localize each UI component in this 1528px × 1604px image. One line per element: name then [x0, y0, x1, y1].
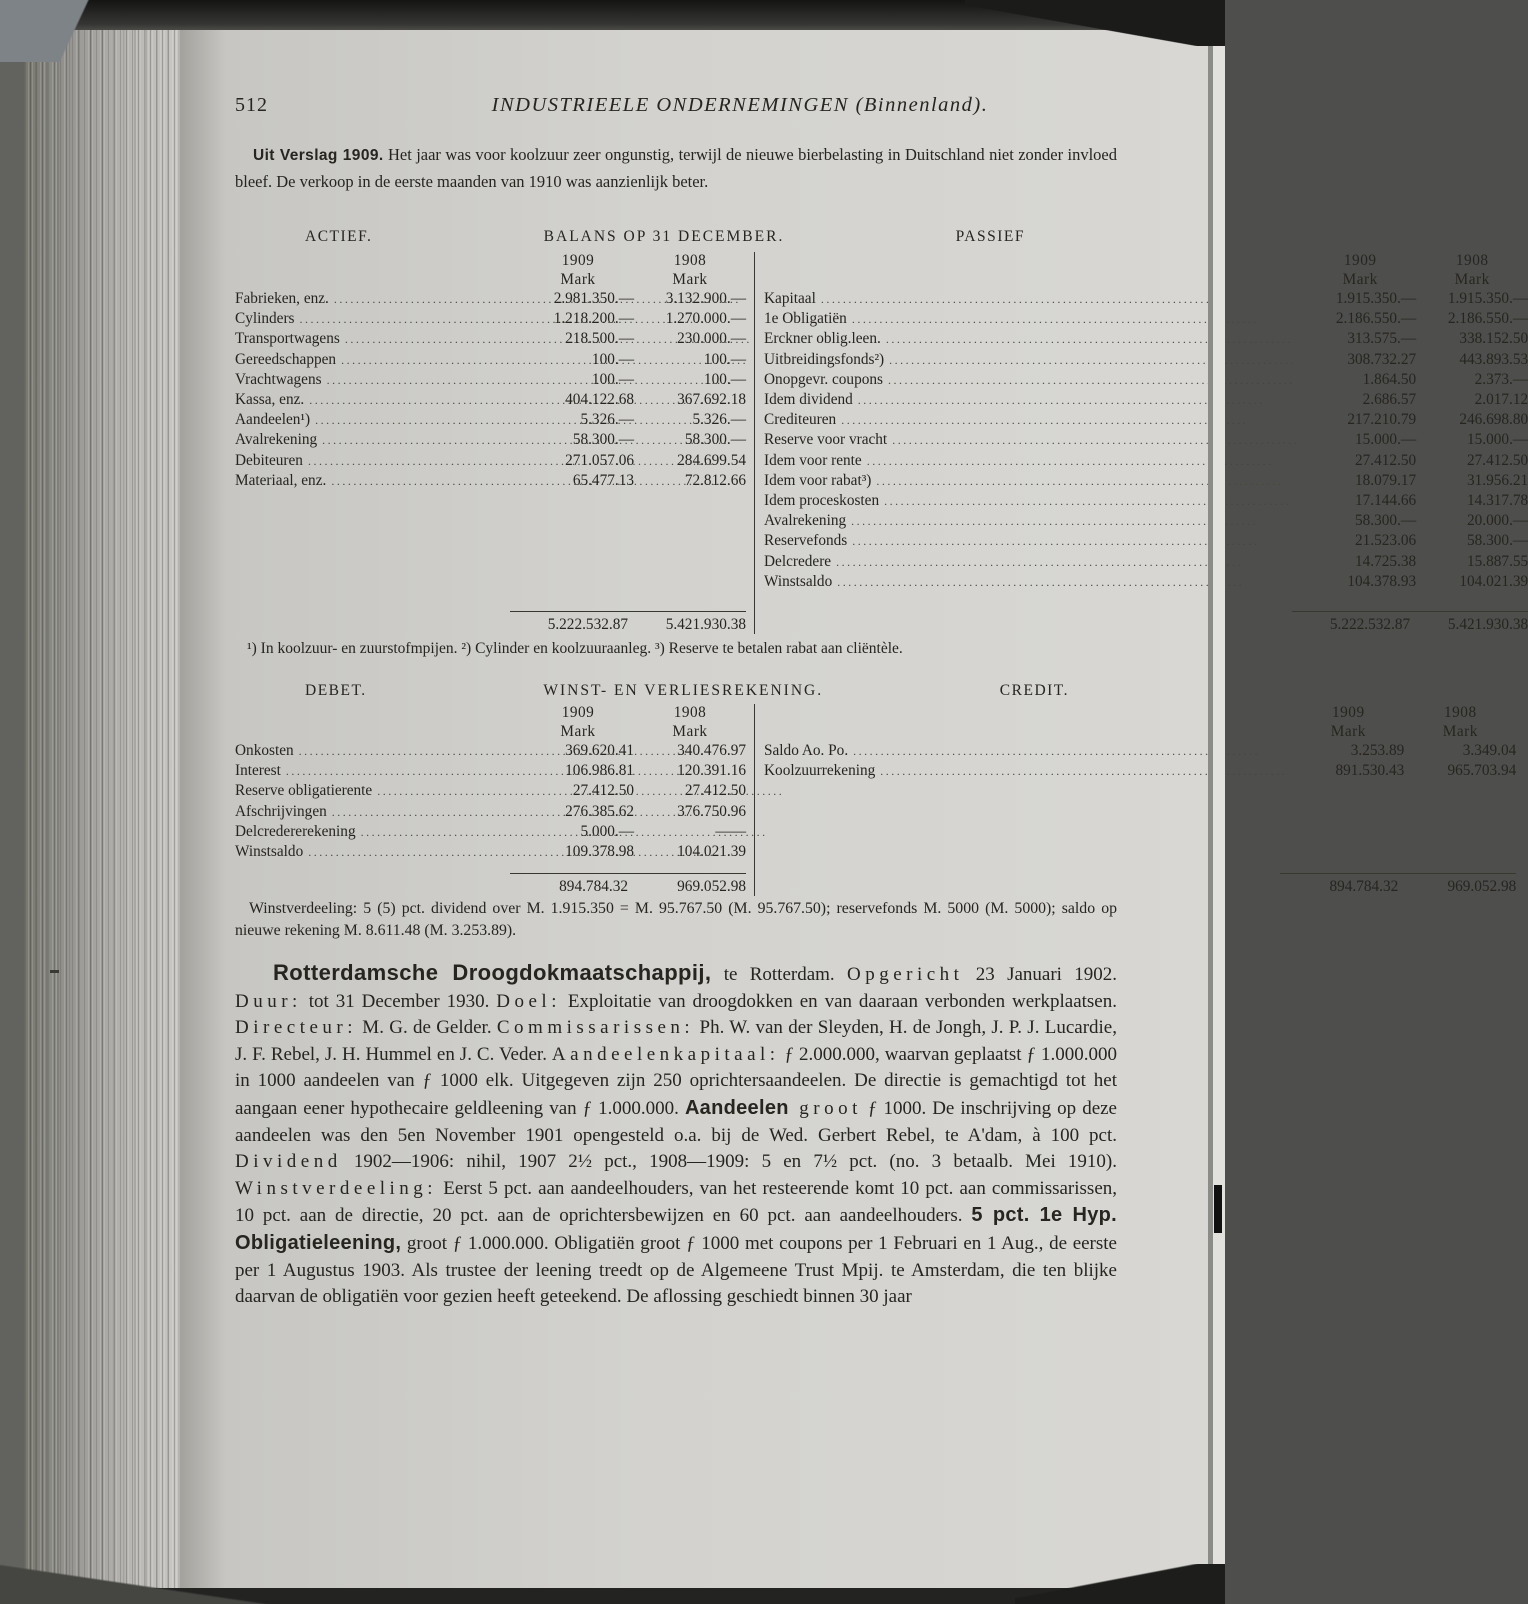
pl-debet-column [235, 704, 754, 896]
table-row: Idem voor rente ..... 27.412.50 27.412.50 [764, 451, 1528, 471]
amount-1909: 100.— [591, 370, 634, 388]
currency-header-row [764, 723, 1516, 742]
keyword-dividend: Dividend [235, 1151, 342, 1173]
amount-1909: 27.412.50 [572, 782, 634, 800]
amount-1909: 1.915.350.— [1335, 290, 1417, 307]
amount-1909: 104.378.93 [1347, 572, 1417, 590]
amount-1909: 106.986.81 [565, 762, 634, 780]
page-number: 512 [235, 94, 268, 116]
amount-1909: 5.000.— [580, 822, 634, 840]
table-row: Crediteuren ..... 217.210.79 246.698.80 [764, 410, 1528, 430]
table-row: 1e Obligatiën ..... 2.186.550.— 2.186.550.— [764, 309, 1528, 329]
amount-1908: 2.017.12 [1474, 391, 1528, 409]
passief-label: PASSIEF [955, 228, 1025, 245]
scan-corner-bottom-left [0, 1554, 340, 1604]
amount-1909: 217.210.79 [1347, 411, 1417, 429]
amount-1909: 369.620.41 [565, 742, 634, 759]
year-header-row [235, 704, 746, 723]
amount-1908: 284.699.54 [677, 451, 746, 469]
scan-corner-top-right [965, 0, 1225, 46]
year-1909: 1909 [561, 252, 595, 269]
keyword-commissarissen: Commissarissen: [496, 1017, 695, 1039]
table-row: Afschrijvingen ..... 276.385.62 376.750.96 [235, 802, 746, 822]
total-1908: 5.421.930.38 [665, 616, 746, 633]
table-row: Kapitaal ..... 1.915.350.— 1.915.350.— [764, 289, 1528, 309]
passief-totals [764, 607, 1528, 634]
debet-totals [235, 869, 746, 896]
debet-label: DEBET. [305, 682, 367, 699]
amount-1909: 3.253.89 [1350, 742, 1405, 759]
report-text: Het jaar was voor koolzuur zeer ongunstig, terwijl de nieuwe bierbelasting in Duitschland niet zonder invloed bleef. De verkoop in de eerste maanden van 1910 was aanzienlijk beter. [235, 145, 1118, 191]
year-header-row [764, 704, 1516, 723]
amount-1909: 14.725.38 [1355, 552, 1417, 570]
credit-label: CREDIT. [999, 682, 1069, 699]
table-row: Reserve obligatierente ..... 27.412.50 27.412.50 [235, 781, 746, 801]
amount-1909: 271.057.06 [565, 451, 634, 469]
table-row: Vrachtwagens ..... 100.— 100.— [235, 370, 746, 390]
table-row: Uitbreidingsfonds²) ..... 308.732.27 443.893.53 [764, 350, 1528, 370]
pl-credit-column [754, 704, 1516, 896]
amount-1908: 1.915.350.— [1447, 290, 1528, 307]
year-1908: 1908 [1455, 252, 1489, 269]
amount-1909: 58.300.— [572, 431, 634, 449]
amount-1909: 17.144.66 [1355, 492, 1417, 510]
year-1909: 1909 [1332, 704, 1365, 721]
book-page-edges [24, 0, 180, 1604]
amount-1908: 3.349.04 [1462, 742, 1517, 759]
amount-1909: 2.186.550.— [1335, 310, 1417, 328]
amount-1909: 21.523.06 [1355, 532, 1417, 550]
total-1908: 5.421.930.38 [1447, 616, 1528, 633]
table-row: Erckner oblig.leen. ..... 313.575.— 338.152.50 [764, 329, 1528, 349]
table-row: Idem dividend ..... 2.686.57 2.017.12 [764, 390, 1528, 410]
table-row: Onopgevr. coupons ..... 1.864.50 2.373.— [764, 370, 1528, 390]
year-header-row [764, 252, 1528, 271]
amount-1909: 58.300.— [1355, 512, 1417, 530]
amount-1908: 100.— [703, 370, 746, 388]
amount-1908: 965.703.94 [1447, 762, 1517, 780]
amount-1908: 367.692.18 [677, 391, 746, 409]
amount-1909: 2.686.57 [1362, 391, 1417, 409]
amount-1909: 15.000.— [1355, 431, 1417, 449]
page-header [235, 94, 1117, 117]
amount-1908: 120.391.16 [677, 762, 746, 780]
table-row: Avalrekening ..... 58.300.— 58.300.— [235, 430, 746, 450]
currency-label: Mark [560, 722, 596, 740]
amount-1908: 27.412.50 [684, 782, 746, 800]
currency-label: Mark [672, 270, 708, 288]
table-row: Delcredere ..... 14.725.38 15.887.55 [764, 552, 1528, 572]
keyword-winstverdeeling: Winstverdeeling: [235, 1177, 438, 1199]
company-name: Rotterdamsche Droogdokmaatschappij, [273, 960, 712, 985]
currency-label: Mark [1342, 270, 1378, 288]
paper-page [180, 30, 1528, 1588]
amount-1908: 104.021.39 [677, 843, 746, 861]
amount-1908: 2.373.— [1474, 370, 1528, 388]
amount-1909: 109.378.98 [565, 843, 634, 861]
currency-label: Mark [1330, 722, 1366, 740]
amount-1908: 338.152.50 [1459, 330, 1528, 348]
amount-1909: 18.079.17 [1355, 471, 1417, 489]
amount-1909: 308.732.27 [1347, 350, 1417, 368]
keyword-aandeelen: Aandeelen [684, 1096, 789, 1119]
page-title: INDUSTRIEELE ONDERNEMINGEN (Binnenland). [491, 94, 989, 116]
margin-mark [1214, 1185, 1222, 1233]
currency-label: Mark [560, 270, 596, 288]
balance-footnotes: ¹) In koolzuur- en zuurstofmpijen. ²) Cylinder en koolzuuraanleg. ³) Reserve te betalen rabat aan cliëntèle. [247, 640, 903, 657]
keyword-duur: Duur: [235, 990, 302, 1012]
table-row: Koolzuurrekening ..... 891.530.43 965.703.94 [764, 761, 1516, 781]
currency-label: Mark [672, 722, 708, 740]
table-row: Winstsaldo ..... 109.378.98 104.021.39 [235, 842, 746, 862]
amount-1909: 313.575.— [1347, 330, 1417, 348]
amount-1908: 340.476.97 [677, 742, 746, 759]
pl-table [235, 704, 1517, 896]
year-1908: 1908 [673, 252, 707, 269]
balance-actief-column [235, 252, 754, 634]
currency-label: Mark [1454, 270, 1490, 288]
pl-title: WINST- EN VERLIESREKENING. [543, 682, 824, 699]
table-row: Cylinders ..... 1.218.200.— 1.270.000.— [235, 309, 746, 329]
balance-table [235, 252, 1528, 634]
amount-1909: 2.981.350.— [553, 290, 634, 307]
year-1908: 1908 [673, 704, 707, 721]
amount-1908: 2.186.550.— [1447, 310, 1528, 328]
currency-header-row [764, 271, 1528, 290]
table-row: Debiteuren ..... 271.057.06 284.699.54 [235, 451, 746, 471]
amount-1908: 72.812.66 [684, 471, 746, 489]
ink-speck [50, 970, 59, 973]
year-1908: 1908 [1444, 704, 1477, 721]
amount-1909: 276.385.62 [565, 802, 634, 820]
table-row: Delcredererekening ..... 5.000.— —— [235, 822, 746, 842]
table-row: Avalrekening ..... 58.300.— 20.000.— [764, 511, 1528, 531]
profit-distribution: Winstverdeeling: 5 (5) pct. dividend over M. 1.915.350 = M. 95.767.50 (M. 95.767.50); reservefonds M. 5000 (M. 5000); saldo op nieuwe rekening M. 8.611.48 (M. 3.253.89). [235, 900, 1117, 939]
table-row: Reserve voor vracht ..... 15.000.— 15.000.— [764, 430, 1528, 450]
table-row: Saldo Ao. Po. ..... 3.253.89 3.349.04 [764, 741, 1516, 761]
currency-label: Mark [1442, 722, 1478, 740]
amount-1908: 58.300.— [684, 431, 746, 449]
amount-1908: 376.750.96 [677, 802, 746, 820]
amount-1909: 100.— [591, 350, 634, 368]
amount-1908: 15.000.— [1467, 431, 1528, 449]
total-1909: 894.784.32 [559, 878, 628, 895]
amount-1908: 230.000.— [677, 330, 746, 348]
amount-1908: 58.300.— [1467, 532, 1528, 550]
table-row: Reservefonds ..... 21.523.06 58.300.— [764, 531, 1528, 551]
year-1909: 1909 [1343, 252, 1377, 269]
table-row: Materiaal, enz. ..... 65.477.13 72.812.66 [235, 471, 746, 491]
table-row: Fabrieken, enz. ..... 2.981.350.— 3.132.900.— [235, 289, 746, 309]
currency-header-row [235, 271, 746, 290]
amount-1909: 27.412.50 [1355, 451, 1417, 469]
pl-header [235, 682, 1117, 700]
amount-1908: —— [715, 822, 746, 840]
keyword-doel: Doel: [496, 990, 561, 1012]
table-row: Transportwagens ..... 218.500.— 230.000.— [235, 329, 746, 349]
amount-1909: 891.530.43 [1335, 762, 1405, 780]
amount-1908: 104.021.39 [1459, 572, 1528, 590]
amount-1908: 100.— [703, 350, 746, 368]
table-row: Idem voor rabat³) ..... 18.079.17 31.956.21 [764, 471, 1528, 491]
keyword-directeur: Directeur: [235, 1017, 358, 1039]
keyword-obligatieleening: 5 pct. 1e Hyp. Obligatieleening, [235, 1204, 1117, 1254]
balance-passief-column [754, 252, 1528, 634]
amount-1909: 218.500.— [565, 330, 634, 348]
total-1909: 5.222.532.87 [547, 616, 628, 633]
amount-1908: 31.956.21 [1467, 471, 1528, 489]
amount-1908: 14.317.78 [1467, 492, 1528, 510]
amount-1908: 443.893.53 [1459, 350, 1528, 368]
actief-totals [235, 607, 746, 634]
table-row: Kassa, enz. ..... 404.122.68 367.692.18 [235, 390, 746, 410]
total-1909: 5.222.532.87 [1329, 616, 1411, 633]
actief-label: ACTIEF. [305, 228, 373, 245]
table-row: Gereedschappen ..... 100.— 100.— [235, 350, 746, 370]
table-row: Winstsaldo ..... 104.378.93 104.021.39 [764, 572, 1528, 592]
amount-1908: 5.326.— [692, 411, 746, 429]
table-row: Aandeelen¹) ..... 5.326.— 5.326.— [235, 410, 746, 430]
amount-1909: 1.864.50 [1362, 370, 1417, 388]
amount-1908: 27.412.50 [1467, 451, 1528, 469]
amount-1908: 1.270.000.— [665, 310, 746, 328]
page-edge-right [1208, 0, 1225, 1604]
amount-1909: 1.218.200.— [553, 310, 634, 328]
amount-1908: 3.132.900.— [665, 290, 746, 307]
balance-title: BALANS OP 31 DECEMBER. [543, 228, 785, 245]
amount-1908: 20.000.— [1467, 512, 1528, 530]
scan-corner-top-left [0, 0, 170, 62]
total-1908: 969.052.98 [1447, 878, 1517, 895]
scan-corner-bottom-right [1015, 1564, 1225, 1604]
credit-totals [764, 869, 1516, 896]
table-row: Onkosten ..... 369.620.41 340.476.97 [235, 741, 746, 761]
amount-1908: 246.698.80 [1459, 411, 1528, 429]
amount-1909: 404.122.68 [565, 391, 634, 409]
balance-header [235, 228, 1117, 246]
amount-1909: 5.326.— [580, 411, 634, 429]
year-header-row [235, 252, 746, 271]
report-paragraph [235, 142, 1117, 194]
table-row: Idem proceskosten ..... 17.144.66 14.317.78 [764, 491, 1528, 511]
keyword-aandeelenkapitaal: Aandeelenkapitaal: [551, 1043, 780, 1065]
table-row: Interest ..... 106.986.81 120.391.16 [235, 761, 746, 781]
total-1908: 969.052.98 [677, 878, 746, 895]
amount-1908: 15.887.55 [1467, 552, 1528, 570]
currency-header-row [235, 723, 746, 742]
company-entry: Rotterdamsche Droogdokmaatschappij, te Rotterdam. Opgericht 23 Januari 1902. Duur: tot 31 December 1930. Doel: Exploitatie van droogdokken en van daaraan verbonden werkplaatsen. Directeur: M. G. de Gelder. Commissarissen: Ph. W. van der Sleyden, H. de Jongh, J. P. J. Lucardie, J. F. Rebel, J. H. Hummel en J. C. Veder. Aandeelenkapitaal: ƒ 2.000.000, waarvan geplaatst ƒ 1.000.000 in 1000 aandeelen van ƒ 1000 elk. Uitgegeven zijn 250 oprichtersaandeelen. De directie is gemachtigd tot het aangaan eener hypothecaire geldleening van ƒ 1.000.000. Aandeelen groot ƒ 1000. De inschrijving op deze aandeelen was den 5en November 1901 opengesteld o.a. bij de Wed. Gerbert Rebel, te A'dam, à 100 pct. Dividend 1902—1906: nihil, 1907 2½ pct., 1908—1909: 5 en 7½ pct. (no. 3 betaalb. Mei 1910). Winstverdeeling: Eerst 5 pct. aan aandeelhouders, van het resteerende komt 10 pct. aan commissarissen, 10 pct. aan de directie, 20 pct. aan de oprichtersbewijzen en 60 pct. aan aandeelhouders. 5 pct. 1e Hyp. Obligatieleening, groot ƒ 1.000.000. Obligatiën groot ƒ 1000 met coupons per 1 Februari en 1 Aug., de eerste per 1 Augustus 1903. Als trustee der leening treedt op de Algemeene Trust Mpij. te Amsterdam, die ten blijke daarvan de obligatiën voor gezien heeft geteekend. De aflossing geschiedt binnen 30 jaar [235, 960, 1117, 1308]
keyword-opgericht: Opgericht [846, 964, 964, 985]
report-label: Uit Verslag 1909. [253, 147, 384, 164]
year-1909: 1909 [561, 704, 595, 721]
amount-1909: 65.477.13 [572, 471, 634, 489]
total-1909: 894.784.32 [1329, 878, 1399, 895]
